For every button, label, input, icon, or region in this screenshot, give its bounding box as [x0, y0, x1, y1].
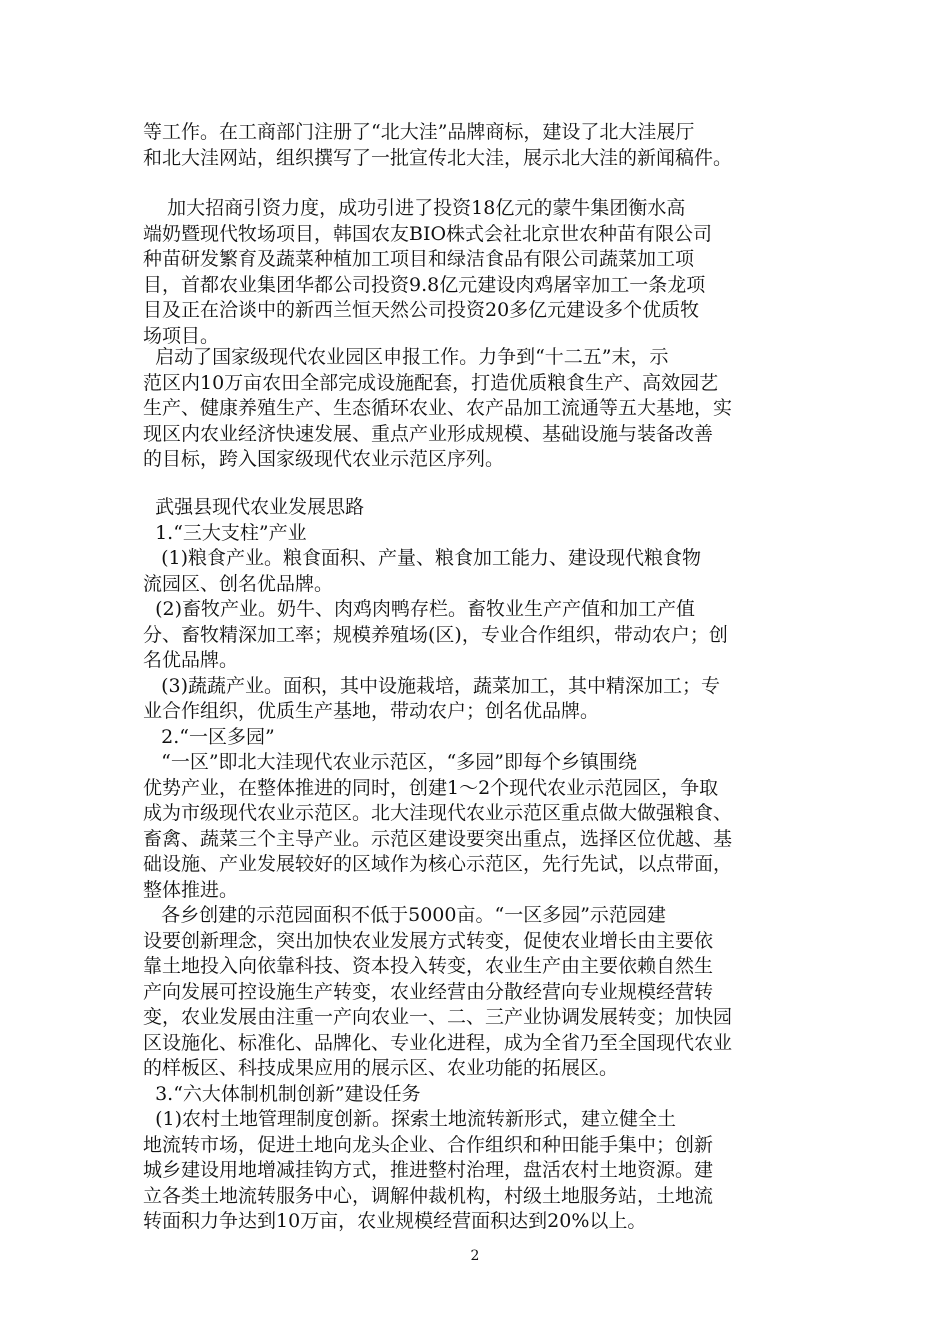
paragraph-intro: 等工作。在工商部门注册了“北大洼”品牌商标，建设了北大洼展厅 和北大洼网站，组织撰写了一批宣传北大洼，展示北大洼的新闻稿件。: [143, 121, 733, 169]
paragraph-development-plan: 武强县现代农业发展思路 1.“三大支柱”产业 (1)粮食产业。粮食面积、产量、粮食加工能力、建设现代粮食物 流园区、创名优品牌。 (2)畜牧产业。奶牛、肉鸡肉鸭存栏。畜牧业生产产值和加工产值 分、畜牧精深加工率；规模养殖场(区)，专业合作组织，带动农户；创 名优品牌。 (3)蔬蔬产业。面积，其中设施栽培，蔬菜加工，其中精深加工；专 业合作组织，优质生产基地，带动农户；创名优品牌。 2.“一区多园” “一区”即北大洼现代农业示范区，“多园”即每个乡镇围绕 优势产业，在整体推进的同时，创建1～2个现代农业示范园区，争取 成为市级现代农业示范区。北大洼现代农业示范区重点做大做强粮食、 畜禽、蔬菜三个主导产业。示范区建设要突出重点，选择区位优越、基 础设施、产业发展较好的区域作为核心示范区，先行先试，以点带面， 整体推进。 各乡创建的示范园面积不低于5000亩。“一区多园”示范园建 设要创新理念，突出加快农业发展方式转变，促使农业增长由主要依 靠土地投入向依靠科技、资本投入转变，农业生产由主要依赖自然生 产向发展可控设施生产转变，农业经营由分散经营向专业规模经营转 变，农业发展由注重一产向农业一、二、三产业协调发展转变；加快园 区设施化、标准化、品牌化、专业化进程，成为全省乃至全国现代农业 的样板区、科技成果应用的展示区、农业功能的拓展区。 3.“六大体制机制创新”建设任务 (1)农村土地管理制度创新。探索土地流转新形式，建立健全土 地流转市场，促进土地向龙头企业、合作组织和种田能手集中；创新 城乡建设用地增减挂钩方式，推进整村治理，盘活农村土地资源。建 立各类土地流转服务中心，调解仲裁机构，村级土地服务站，土地流 转面积力争达到10万亩，农业规模经营面积达到20%以上。: [143, 496, 733, 1232]
paragraph-investment: 加大招商引资力度，成功引进了投资18亿元的蒙牛集团衡水高 端奶暨现代牧场项目，韩国农友BIO株式会社北京世农种苗有限公司 种苗研发繁育及蔬菜种植加工项目和绿洁食品有限公司蔬菜加工项 目，首都农业集团华都公司投资9.8亿元建设肉鸡屠宰加工一条龙项 目及正在洽谈中的新西兰恒天然公司投资20多亿元建设多个优质牧 场项目。: [143, 197, 713, 347]
page-number: 2: [470, 1248, 480, 1264]
paragraph-park-application: 启动了国家级现代农业园区申报工作。力争到“十二五”末，示 范区内10万亩农田全部完成设施配套，打造优质粮食生产、高效园艺 生产、健康养殖生产、生态循环农业、农产品加工流通等五大基地，实 现区内农业经济快速发展、重点产业形成规模、基础设施与装备改善 的目标，跨入国家级现代农业示范区序列。: [143, 346, 733, 470]
